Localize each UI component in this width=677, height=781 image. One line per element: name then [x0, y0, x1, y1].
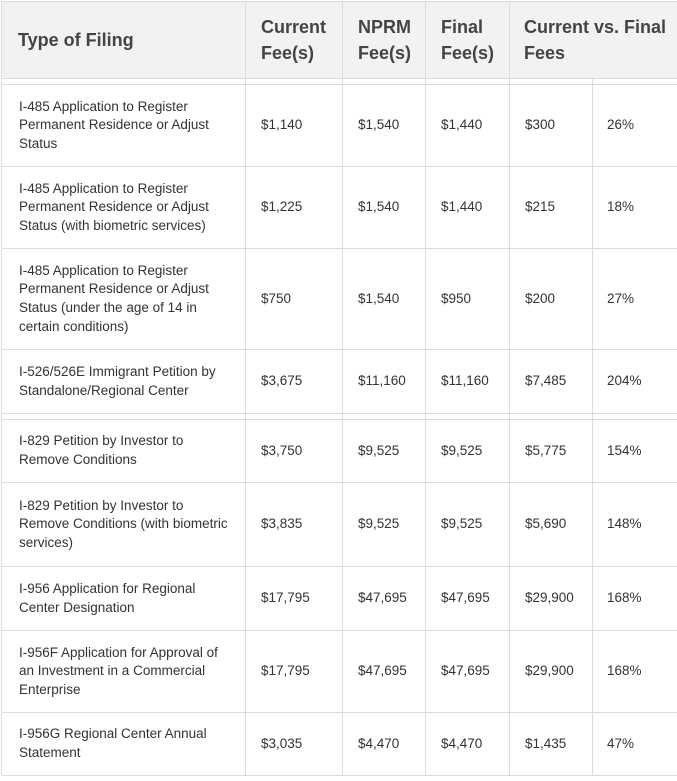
fee-difference-cell: $29,900: [510, 631, 593, 713]
percent-change-cell: 168%: [593, 567, 677, 631]
percent-change-cell: 204%: [593, 350, 677, 414]
fee-difference-cell: $1,435: [510, 713, 593, 776]
current-fee-cell: $1,140: [246, 85, 343, 167]
header-nprm-fees: NPRM Fee(s): [343, 2, 426, 79]
filing-type-cell: I-829 Petition by Investor to Remove Conditions (with biometric services): [2, 483, 246, 567]
fee-difference-cell: $5,775: [510, 420, 593, 483]
filing-type-cell: I-485 Application to Register Permanent Residence or Adjust Status (with biometric services): [2, 167, 246, 249]
current-fee-cell: $1,225: [246, 167, 343, 249]
nprm-fee-cell: $9,525: [343, 420, 426, 483]
current-fee-cell: $3,035: [246, 713, 343, 776]
table-row: [2, 420, 677, 483]
nprm-fee-cell: $1,540: [343, 249, 426, 350]
nprm-fee-cell: $1,540: [343, 167, 426, 249]
filing-type-cell: I-485 Application to Register Permanent Residence or Adjust Status (under the age of 14 in certain conditions): [2, 249, 246, 350]
percent-change-cell: 26%: [593, 85, 677, 167]
fee-comparison-table: [1, 1, 677, 776]
table-row: [2, 483, 677, 567]
table-header-row: [2, 2, 677, 79]
current-fee-cell: $3,750: [246, 420, 343, 483]
current-fee-cell: $750: [246, 249, 343, 350]
filing-type-cell: I-956F Application for Approval of an Investment in a Commercial Enterprise: [2, 631, 246, 713]
percent-change-cell: 168%: [593, 631, 677, 713]
current-fee-cell: $17,795: [246, 567, 343, 631]
table-row: [2, 631, 677, 713]
fee-difference-cell: $300: [510, 85, 593, 167]
table-row: [2, 350, 677, 414]
nprm-fee-cell: $4,470: [343, 713, 426, 776]
nprm-fee-cell: $47,695: [343, 631, 426, 713]
percent-change-cell: 154%: [593, 420, 677, 483]
percent-change-cell: 47%: [593, 713, 677, 776]
final-fee-cell: $9,525: [426, 420, 510, 483]
final-fee-cell: $11,160: [426, 350, 510, 414]
filing-type-cell: I-526/526E Immigrant Petition by Standalone/Regional Center: [2, 350, 246, 414]
percent-change-cell: 148%: [593, 483, 677, 567]
header-final-fees: Final Fee(s): [426, 2, 510, 79]
fee-difference-cell: $215: [510, 167, 593, 249]
percent-change-cell: 27%: [593, 249, 677, 350]
final-fee-cell: $47,695: [426, 631, 510, 713]
nprm-fee-cell: $47,695: [343, 567, 426, 631]
final-fee-cell: $4,470: [426, 713, 510, 776]
filing-type-cell: I-956 Application for Regional Center Designation: [2, 567, 246, 631]
filing-type-cell: I-485 Application to Register Permanent Residence or Adjust Status: [2, 85, 246, 167]
nprm-fee-cell: $9,525: [343, 483, 426, 567]
fee-difference-cell: $29,900: [510, 567, 593, 631]
filing-type-cell: I-829 Petition by Investor to Remove Conditions: [2, 420, 246, 483]
header-type-of-filing: Type of Filing: [2, 2, 246, 79]
table-row: [2, 567, 677, 631]
fee-difference-cell: $7,485: [510, 350, 593, 414]
filing-type-cell: I-956G Regional Center Annual Statement: [2, 713, 246, 776]
nprm-fee-cell: $1,540: [343, 85, 426, 167]
header-current-vs-final: Current vs. Final Fees: [510, 2, 677, 79]
table-row: [2, 167, 677, 249]
current-fee-cell: $17,795: [246, 631, 343, 713]
final-fee-cell: $1,440: [426, 167, 510, 249]
percent-change-cell: 18%: [593, 167, 677, 249]
nprm-fee-cell: $11,160: [343, 350, 426, 414]
current-fee-cell: $3,675: [246, 350, 343, 414]
header-current-fees: Current Fee(s): [246, 2, 343, 79]
fee-difference-cell: $5,690: [510, 483, 593, 567]
current-fee-cell: $3,835: [246, 483, 343, 567]
final-fee-cell: $9,525: [426, 483, 510, 567]
table-row: [2, 713, 677, 776]
table-row: [2, 249, 677, 350]
final-fee-cell: $47,695: [426, 567, 510, 631]
final-fee-cell: $1,440: [426, 85, 510, 167]
table-row: [2, 85, 677, 167]
fee-difference-cell: $200: [510, 249, 593, 350]
final-fee-cell: $950: [426, 249, 510, 350]
